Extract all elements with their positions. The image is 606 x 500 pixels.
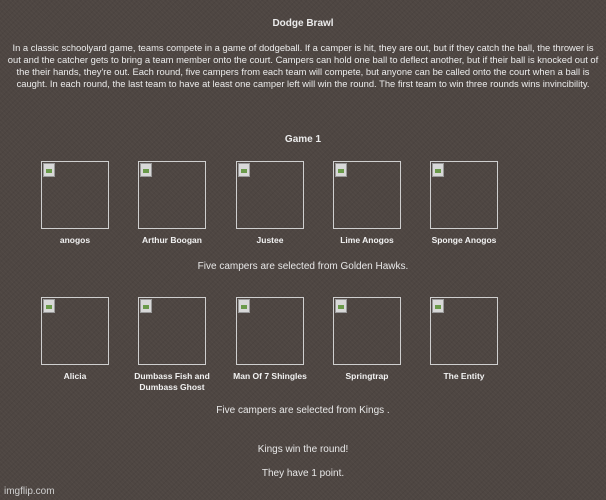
team2-row — [0, 297, 606, 407]
broken-image-icon — [432, 163, 444, 177]
camper-name: Sponge Anogos — [431, 235, 497, 245]
camper-name: Arthur Boogan — [142, 235, 202, 245]
game-heading: Game 1 — [284, 134, 322, 145]
round-result: Kings win the round! — [257, 444, 349, 455]
camper-card — [221, 161, 319, 246]
broken-image-icon — [335, 163, 347, 177]
camper-name: anogos — [59, 235, 91, 245]
team1-row — [0, 161, 606, 271]
team2-caption: Five campers are selected from Kings . — [216, 405, 390, 416]
camper-card — [26, 297, 124, 382]
camper-card — [415, 297, 513, 382]
team1-caption: Five campers are selected from Golden Hawks. — [197, 261, 409, 272]
camper-image — [138, 161, 206, 229]
camper-image — [236, 161, 304, 229]
broken-image-icon — [238, 163, 250, 177]
points-text: They have 1 point. — [261, 468, 345, 479]
camper-card — [415, 161, 513, 246]
camper-image — [430, 297, 498, 365]
broken-image-icon — [43, 299, 55, 313]
camper-image — [236, 297, 304, 365]
event-title: Dodge Brawl — [272, 18, 334, 29]
broken-image-icon — [238, 299, 250, 313]
broken-image-icon — [43, 163, 55, 177]
event-description: In a classic schoolyard game, teams compete in a game of dodgeball. If a camper is hit, they are out, but if they catch the ball, the thrower is out and the catcher gets to bring a team member onto the court. Campers can hold one ball to deflect another, but if their ball is knocked out of the their hands, they're out. Each round, five campers from each team will compete, but anyone can be called onto the court when a ball is caught. In each round, the last team to have at least one camper left will win the round. The first team to win three rounds wins invincibility. — [7, 42, 599, 89]
camper-image — [333, 297, 401, 365]
camper-card — [123, 297, 221, 393]
camper-image — [333, 161, 401, 229]
camper-image — [41, 161, 109, 229]
broken-image-icon — [140, 163, 152, 177]
camper-image — [41, 297, 109, 365]
broken-image-icon — [335, 299, 347, 313]
camper-card — [318, 161, 416, 246]
camper-name: Man Of 7 Shingles — [233, 371, 307, 381]
camper-card — [26, 161, 124, 246]
camper-name: Dumbass Fish and Dumbass Ghost — [134, 371, 210, 392]
camper-name: Springtrap — [345, 371, 389, 381]
camper-image — [430, 161, 498, 229]
camper-card — [318, 297, 416, 382]
camper-name: Alicia — [63, 371, 87, 381]
camper-name: Lime Anogos — [340, 235, 394, 245]
broken-image-icon — [432, 299, 444, 313]
watermark: imgflip.com — [4, 486, 55, 497]
camper-card — [221, 297, 319, 382]
camper-image — [138, 297, 206, 365]
camper-card — [123, 161, 221, 246]
camper-name: The Entity — [443, 371, 485, 381]
broken-image-icon — [140, 299, 152, 313]
camper-name: Justee — [256, 235, 284, 245]
